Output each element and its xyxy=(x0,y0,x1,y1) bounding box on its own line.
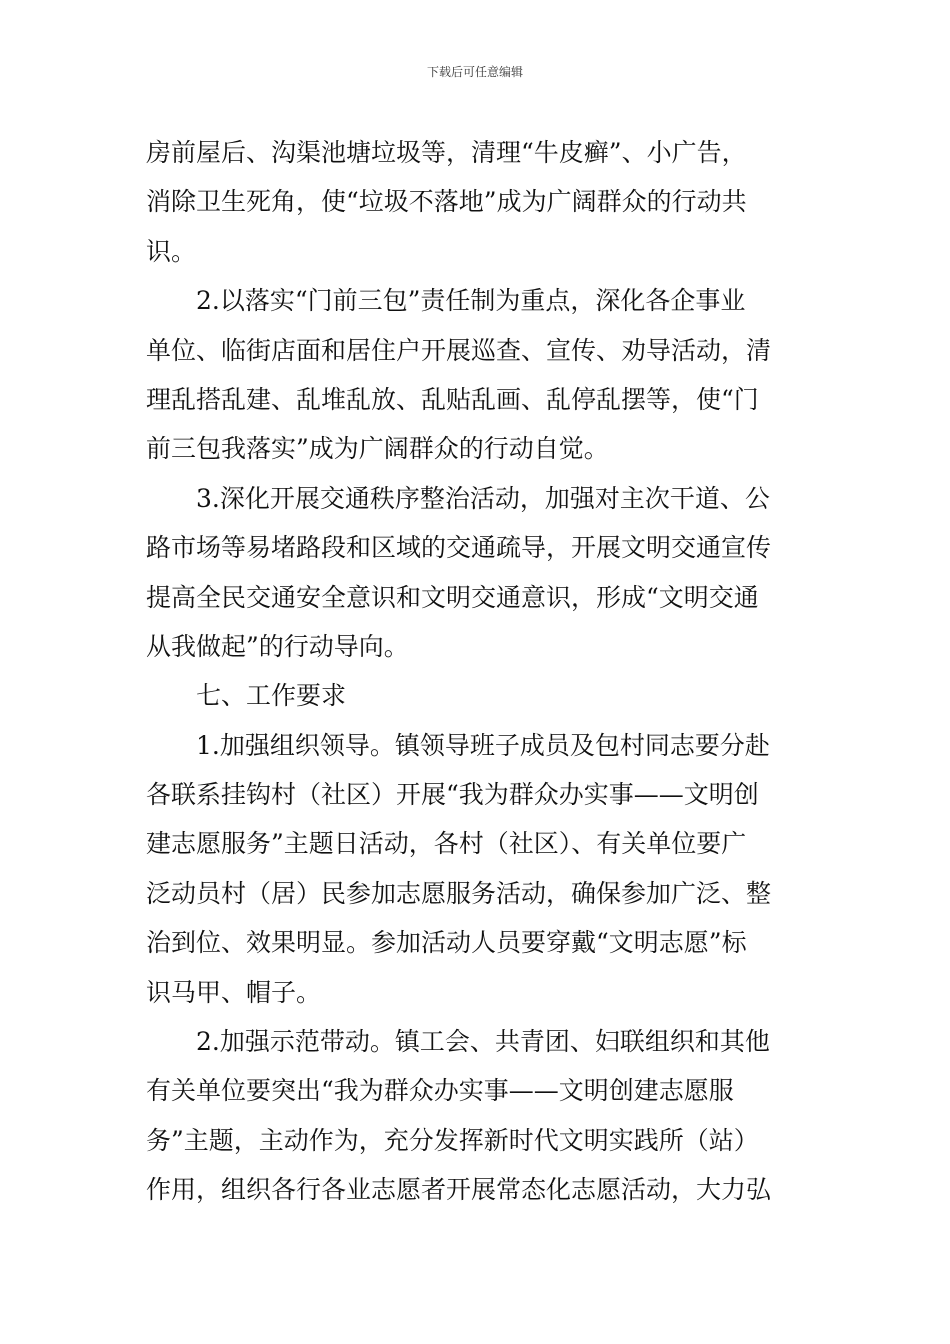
paragraph-start-line: 2.加强示范带动。镇工会、共青团、妇联组织和其他 xyxy=(196,1027,770,1057)
text-line: 务”主题，主动作为，充分发挥新时代文明实践所（站） xyxy=(146,1125,759,1155)
text-line: 治到位、效果明显。参加活动人员要穿戴“文明志愿”标 xyxy=(146,928,747,958)
text-line: 房前屋后、沟渠池塘垃圾等，清理“牛皮癣”、小广告， xyxy=(146,138,747,167)
text-line: 有关单位要突出“我为群众办实事——文明创建志愿服 xyxy=(146,1076,734,1106)
section-heading: 七、工作要求 xyxy=(196,681,347,711)
page-header: 下载后可任意编辑 xyxy=(426,65,523,79)
paragraph-start-line: 1.加强组织领导。镇领导班子成员及包村同志要分赴 xyxy=(196,730,770,760)
text-line: 理乱搭乱建、乱堆乱放、乱贴乱画、乱停乱摆等，使“门 xyxy=(146,384,759,414)
text-line: 识。 xyxy=(146,236,197,266)
text-line: 识马甲、帽子。 xyxy=(146,977,322,1007)
text-line: 前三包我落实”成为广阔群众的行动自觉。 xyxy=(146,434,609,464)
text-line: 从我做起”的行动导向。 xyxy=(146,631,409,661)
paragraph-start-line: 3.深化开展交通秩序整治活动，加强对主次干道、公 xyxy=(196,483,770,513)
text-line: 消除卫生死角，使“垃圾不落地”成为广阔群众的行动共 xyxy=(146,187,747,217)
text-line: 建志愿服务”主题日活动，各村（社区）、有关单位要广 xyxy=(146,829,747,859)
text-line: 作用，组织各行各业志愿者开展常态化志愿活动，大力弘 xyxy=(146,1175,772,1205)
text-line: 路市场等易堵路段和区域的交通疏导，开展文明交通宣传 xyxy=(146,533,772,563)
text-line: 提高全民交通安全意识和文明交通意识，形成“文明交通 xyxy=(146,582,759,612)
text-line: 泛动员村（居）民参加志愿服务活动，确保参加广泛、整 xyxy=(146,878,772,908)
paragraph-start-line: 2.以落实“门前三包”责任制为重点，深化各企事业 xyxy=(196,286,746,316)
document-body xyxy=(146,128,816,1215)
text-line: 单位、临街店面和居住户开展巡查、宣传、劝导活动，清 xyxy=(146,335,772,365)
text-line: 各联系挂钩村（社区）开展“我为群众办实事——文明创 xyxy=(146,780,759,810)
